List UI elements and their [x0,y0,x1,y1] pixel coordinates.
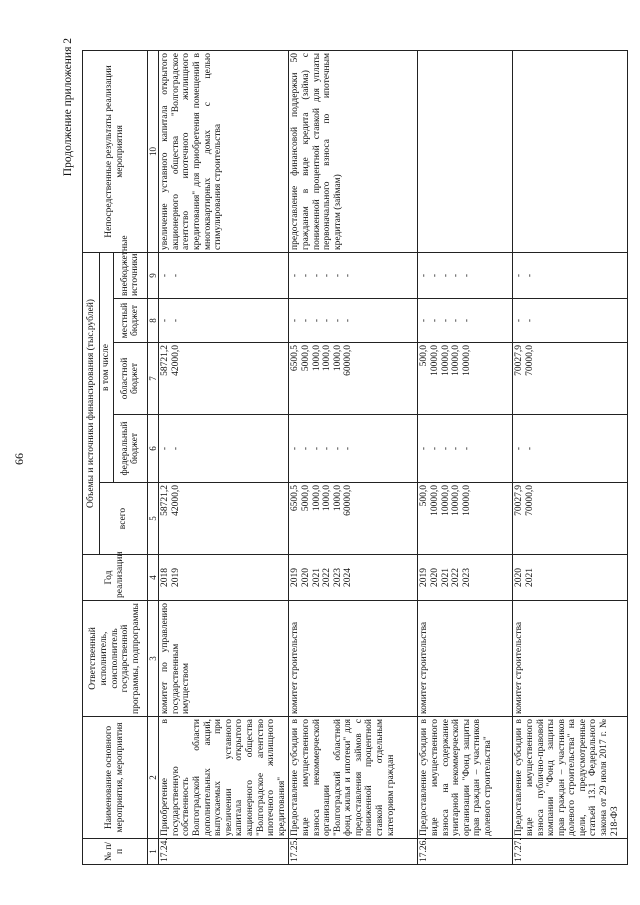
row-responsible: комитет строительства [513,601,628,717]
header-federal: федеральный бюджет [113,415,147,483]
row-extra: - - [513,252,628,298]
row-result: увеличение уставного капитала открытого акционерного общества "Волгоградское агентство ипотечного жилищного кредитования" для приобретения помещений в многоквартирных домах с целью стимулирования строительства [159,50,289,252]
col-number: 3 [147,601,159,717]
col-number: 8 [147,299,159,343]
continuation-note: Продолжение приложения 2 [62,38,74,177]
row-number: 17.25. [289,839,418,865]
header-regional: областной бюджет [113,343,147,415]
row-number: 17.26. [418,839,513,865]
row-years: 2019 2020 2021 2022 2023 2024 [289,555,418,601]
row-local: - - [513,299,628,343]
col-number: 2 [147,717,159,839]
page-number: 66 [12,453,26,465]
row-extra: - - - - - - [289,252,418,298]
row-federal: - - - - - [418,415,513,483]
row-number: 17.24. [159,839,289,865]
row-name: Предоставление субсидии в виде имущественного взноса публично-правовой компании "Фонд защиты прав граждан – участников долевого строительства" на цели, предусмотренные статьей 13.1 Федерального закона от 29 июля 2017 г. № 218-ФЗ [513,717,628,839]
row-years: 2019 2020 2021 2022 2023 [418,555,513,601]
header-n: № п/п [83,839,148,865]
row-local: - - - - - [418,299,513,343]
financing-table [82,50,628,865]
header-local: местный бюджет [113,299,147,343]
row-result [418,50,513,252]
col-number: 1 [147,839,159,865]
row-extra: - - [159,252,289,298]
table-row [513,50,628,864]
col-number: 7 [147,343,159,415]
header-extra: внебюджетные источники [113,252,147,298]
table-row [289,50,418,864]
row-local: - - [159,299,289,343]
header-incl: в том числе [100,252,114,482]
header-responsible: Ответственный исполнитель, соисполнитель государственной программы, подпрограммы [83,601,148,717]
header-results: Непосредственные результаты реализации мероприятия [83,50,148,252]
column-number-row [147,50,159,864]
row-regional: 70027,9 70000,0 [513,343,628,415]
row-federal: - - [513,415,628,483]
header-volumes: Объемы и источники финансирования (тыс.рублей) [83,252,100,554]
row-total: 58721,2 42000,0 [159,483,289,555]
row-regional: 500,0 10000,0 10000,0 10000,0 10000,0 [418,343,513,415]
row-responsible: комитет по управлению государственным имуществом [159,601,289,717]
row-regional: 58721,2 42000,0 [159,343,289,415]
row-name: Предоставление субсидии в виде имущественного взноса некоммерческой организации "Волгоградский областной фонд жилья и ипотеки" для предоставления займов с пониженной процентной ставкой отдельным категориям граждан [289,717,418,839]
row-total: 500,0 10000,0 10000,0 10000,0 10000,0 [418,483,513,555]
row-total: 70027,9 70000,0 [513,483,628,555]
row-result: предоставление финансовой поддержки 50 гражданам в виде кредита (займа) с пониженной процентной ставкой для уплаты первоначального взноса по ипотечным кредитам (займам) [289,50,418,252]
row-name: Предоставление субсидии в виде имущественного взноса на содержание унитарной некоммерческой организации "Фонд защиты прав граждан – участников долевого строительства" [418,717,513,839]
col-number: 4 [147,555,159,601]
row-federal: - - - - - - [289,415,418,483]
row-responsible: комитет строительства [418,601,513,717]
col-number: 9 [147,252,159,298]
header-year: Год реализации [83,555,148,601]
header-total: всего [100,483,148,555]
col-number: 6 [147,415,159,483]
row-result [513,50,628,252]
row-extra: - - - - - [418,252,513,298]
row-total: 6500,5 5000,0 1000,0 1000,0 1000,0 60000,0 [289,483,418,555]
row-number: 17.27. [513,839,628,865]
row-regional: 6500,5 5000,0 1000,0 1000,0 1000,0 60000,0 [289,343,418,415]
row-years: 2018 2019 [159,555,289,601]
col-number: 10 [147,50,159,252]
row-years: 2020 2021 [513,555,628,601]
col-number: 5 [147,483,159,555]
table-row [418,50,513,864]
row-name: Приобретение в государственную собственность Волгоградской области дополнительных акций, выпускаемых при увеличении уставного капитала открытого акционерного общества "Волгоградское агентство ипотечного жилищного кредитования" [159,717,289,839]
table-row [159,50,289,864]
row-federal: - - [159,415,289,483]
row-local: - - - - - - [289,299,418,343]
row-responsible: комитет строительства [289,601,418,717]
header-name: Наименование основного мероприятия, мероприятия [83,717,148,839]
